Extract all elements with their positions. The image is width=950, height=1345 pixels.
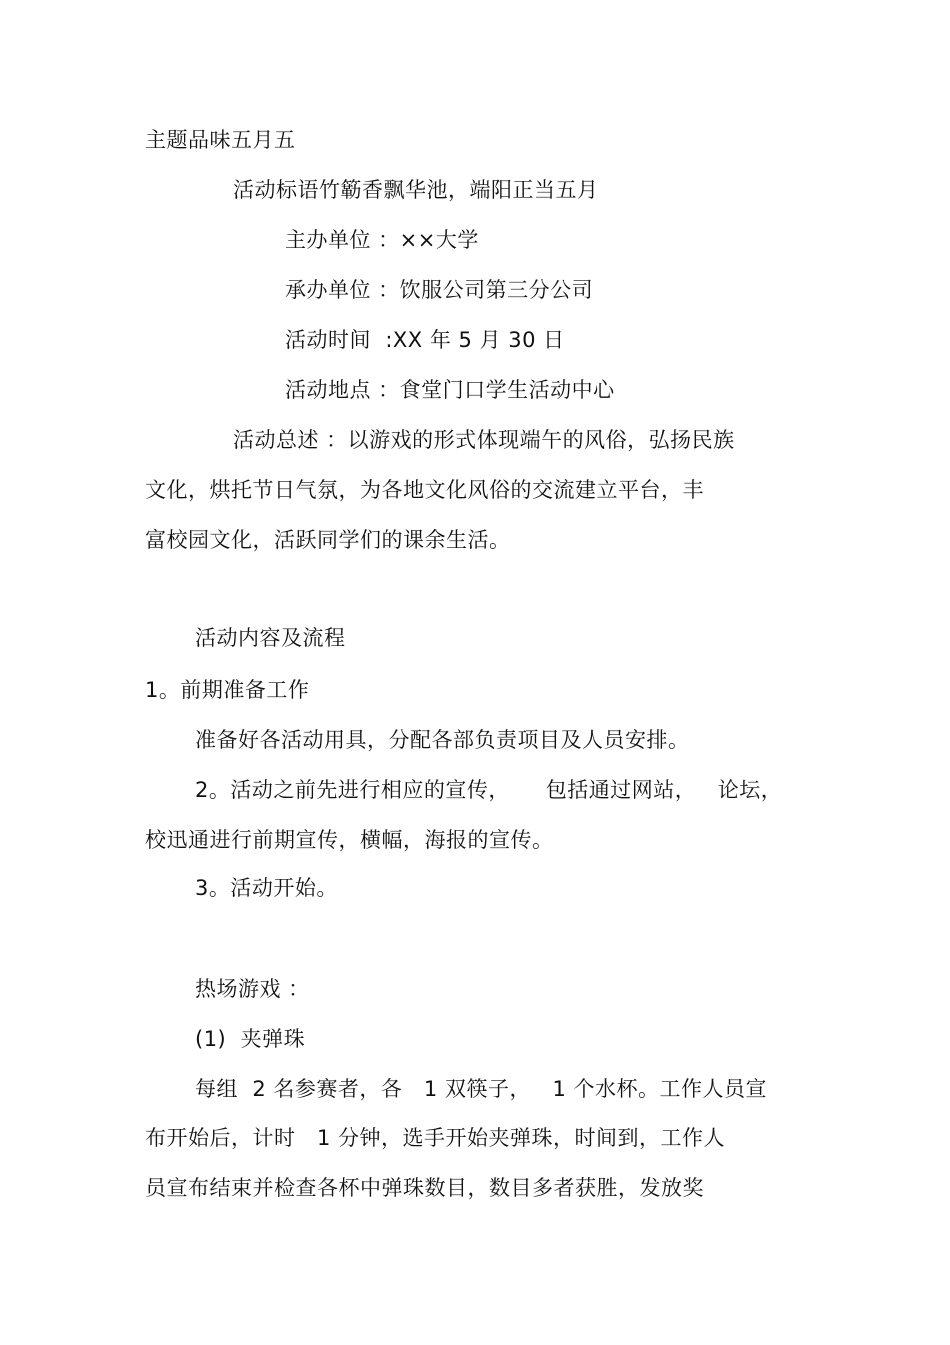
step3-line: 3。活动开始。 bbox=[195, 876, 338, 900]
warmup-heading: 热场游戏 ： bbox=[195, 977, 310, 1001]
step2-line-1: 2。活动之前先进行相应的宣传， 包括通过网站， 论坛， bbox=[195, 778, 783, 802]
slogan-line: 活动标语竹簕香飘华池，端阳正当五月 bbox=[233, 178, 599, 202]
summary-line-1: 活动总述 ：以游戏的形式体现端午的风俗，弘扬民族 bbox=[233, 428, 735, 452]
step2-line-2: 校迅通进行前期宣传，横幅，海报的宣传。 bbox=[145, 828, 554, 852]
summary-line-3: 富校园文化，活跃同学们的课余生活。 bbox=[145, 528, 511, 552]
content-heading: 活动内容及流程 bbox=[195, 626, 346, 650]
contractor-line: 承办单位 ：饮服公司第三分公司 bbox=[285, 278, 594, 302]
step1-title: 1。前期准备工作 bbox=[145, 678, 310, 702]
game1-line-2: 布开始后，计时 1 分钟，选手开始夹弹珠，时间到，工作人 bbox=[145, 1126, 726, 1150]
game1-line-1: 每组 2 名参赛者，各 1 双筷子， 1 个水杯。工作人员宣 bbox=[195, 1077, 768, 1101]
time-line: 活动时间 :XX 年 5 月 30 日 bbox=[285, 328, 565, 352]
location-line: 活动地点 ：食堂门口学生活动中心 bbox=[285, 378, 615, 402]
game1-title: (1) 夹弹珠 bbox=[195, 1027, 306, 1051]
organizer-line: 主办单位 ：××大学 bbox=[285, 228, 479, 252]
theme-line: 主题品味五月五 bbox=[145, 128, 296, 152]
game1-line-3: 员宣布结束并检查各杯中弹珠数目，数目多者获胜，发放奖 bbox=[145, 1176, 704, 1200]
summary-line-2: 文化，烘托节日气氛，为各地文化风俗的交流建立平台，丰 bbox=[145, 478, 704, 502]
step1-body: 准备好各活动用具，分配各部负责项目及人员安排。 bbox=[195, 728, 690, 752]
